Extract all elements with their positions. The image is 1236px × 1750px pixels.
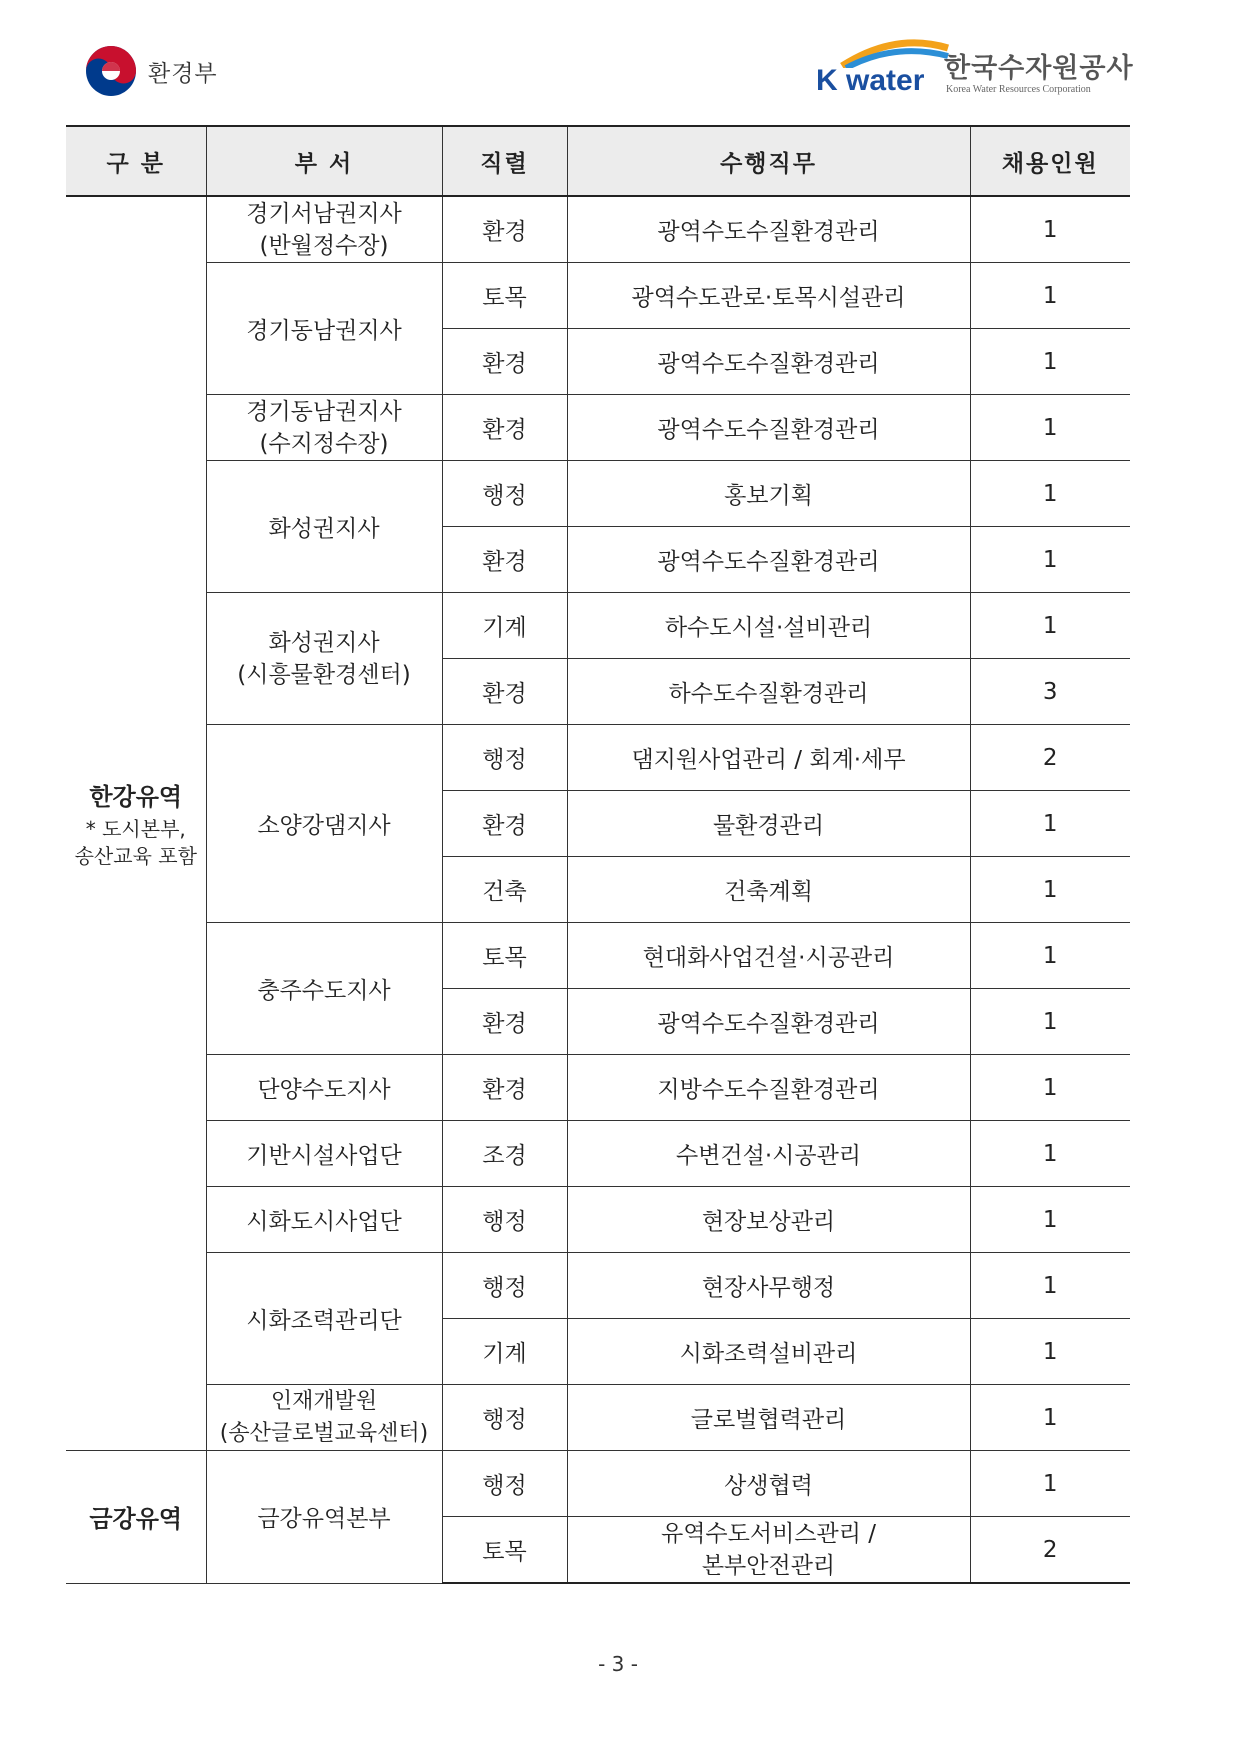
ministry-logo-block xyxy=(84,44,218,98)
table-header-row xyxy=(66,126,1130,196)
duty-cell: 건축계획 xyxy=(567,857,970,923)
duty-cell: 물환경관리 xyxy=(567,791,970,857)
table-row xyxy=(66,725,1130,791)
dept-cell: 화성권지사 xyxy=(206,461,442,593)
table-row xyxy=(66,263,1130,329)
duty-cell: 현대화사업건설·시공관리 xyxy=(567,923,970,989)
dept-cell: 화성권지사 (시흥물환경센터) xyxy=(206,593,442,725)
dept-cell: 기반시설사업단 xyxy=(206,1121,442,1187)
series-cell: 기계 xyxy=(442,1319,567,1385)
series-cell: 환경 xyxy=(442,527,567,593)
series-cell: 토목 xyxy=(442,923,567,989)
kwater-logo-block xyxy=(816,38,1136,100)
dept-cell: 충주수도지사 xyxy=(206,923,442,1055)
count-cell: 1 xyxy=(970,923,1130,989)
duty-cell: 광역수도수질환경관리 xyxy=(567,196,970,263)
dept-cell: 시화조력관리단 xyxy=(206,1253,442,1385)
series-cell: 행정 xyxy=(442,1451,567,1517)
count-cell: 1 xyxy=(970,527,1130,593)
count-cell: 3 xyxy=(970,659,1130,725)
series-cell: 기계 xyxy=(442,593,567,659)
series-cell: 행정 xyxy=(442,1253,567,1319)
table-row xyxy=(66,196,1130,263)
count-cell: 1 xyxy=(970,857,1130,923)
series-cell: 행정 xyxy=(442,1385,567,1451)
kwater-brand: K water xyxy=(816,64,925,97)
count-cell: 1 xyxy=(970,1451,1130,1517)
duty-cell: 광역수도수질환경관리 xyxy=(567,329,970,395)
dept-cell: 인재개발원 (송산글로벌교육센터) xyxy=(206,1385,442,1451)
count-cell: 2 xyxy=(970,725,1130,791)
duty-cell: 글로벌협력관리 xyxy=(567,1385,970,1451)
duty-cell: 광역수도수질환경관리 xyxy=(567,527,970,593)
series-cell: 환경 xyxy=(442,659,567,725)
series-cell: 토목 xyxy=(442,1517,567,1584)
series-cell: 환경 xyxy=(442,989,567,1055)
table-row xyxy=(66,1253,1130,1319)
table-row xyxy=(66,923,1130,989)
page-header xyxy=(0,0,1236,110)
series-cell: 건축 xyxy=(442,857,567,923)
header-category: 구 분 xyxy=(66,126,206,196)
count-cell: 1 xyxy=(970,1319,1130,1385)
duty-cell: 유역수도서비스관리 / 본부안전관리 xyxy=(567,1517,970,1584)
duty-cell: 광역수도수질환경관리 xyxy=(567,395,970,461)
duty-cell: 상생협력 xyxy=(567,1451,970,1517)
duty-cell: 시화조력설비관리 xyxy=(567,1319,970,1385)
ministry-name: 환경부 xyxy=(148,60,218,87)
series-cell: 행정 xyxy=(442,725,567,791)
series-cell: 행정 xyxy=(442,1187,567,1253)
dept-cell: 금강유역본부 xyxy=(206,1451,442,1584)
kwater-english-name: Korea Water Resources Corporation xyxy=(946,84,1091,95)
table-row xyxy=(66,461,1130,527)
duty-cell: 현장보상관리 xyxy=(567,1187,970,1253)
header-department: 부 서 xyxy=(206,126,442,196)
dept-cell: 시화도시사업단 xyxy=(206,1187,442,1253)
header-count: 채용인원 xyxy=(970,126,1130,196)
kwater-korean-name: 한국수자원공사 xyxy=(944,53,1134,84)
series-cell: 환경 xyxy=(442,395,567,461)
region-cell-geum xyxy=(66,1451,206,1584)
header-series: 직렬 xyxy=(442,126,567,196)
count-cell: 1 xyxy=(970,263,1130,329)
duty-cell: 홍보기획 xyxy=(567,461,970,527)
duty-cell: 광역수도관로·토목시설관리 xyxy=(567,263,970,329)
ministry-emblem-icon xyxy=(84,44,138,98)
page-number: - 3 - xyxy=(598,1652,638,1676)
table-row xyxy=(66,593,1130,659)
duty-cell: 댐지원사업관리 / 회계·세무 xyxy=(567,725,970,791)
series-cell: 토목 xyxy=(442,263,567,329)
series-cell: 행정 xyxy=(442,461,567,527)
dept-cell: 단양수도지사 xyxy=(206,1055,442,1121)
duty-cell: 현장사무행정 xyxy=(567,1253,970,1319)
count-cell: 1 xyxy=(970,1187,1130,1253)
count-cell: 1 xyxy=(970,395,1130,461)
series-cell: 환경 xyxy=(442,791,567,857)
count-cell: 1 xyxy=(970,1253,1130,1319)
table-row xyxy=(66,1187,1130,1253)
count-cell: 1 xyxy=(970,329,1130,395)
header-duty: 수행직무 xyxy=(567,126,970,196)
count-cell: 1 xyxy=(970,1121,1130,1187)
table-row xyxy=(66,1121,1130,1187)
region-cell-han xyxy=(66,196,206,1451)
table-row xyxy=(66,1055,1130,1121)
region-name: 한강유역 xyxy=(89,783,183,811)
dept-cell: 경기서남권지사 (반월정수장) xyxy=(206,196,442,263)
table-row xyxy=(66,1385,1130,1451)
count-cell: 1 xyxy=(970,461,1130,527)
recruitment-table xyxy=(66,125,1130,1584)
duty-cell: 하수도수질환경관리 xyxy=(567,659,970,725)
count-cell: 1 xyxy=(970,1385,1130,1451)
duty-cell: 지방수도수질환경관리 xyxy=(567,1055,970,1121)
duty-cell: 광역수도수질환경관리 xyxy=(567,989,970,1055)
table-row xyxy=(66,395,1130,461)
series-cell: 조경 xyxy=(442,1121,567,1187)
series-cell: 환경 xyxy=(442,196,567,263)
table-row xyxy=(66,1451,1130,1517)
region-name: 금강유역 xyxy=(89,1505,183,1534)
count-cell: 1 xyxy=(970,989,1130,1055)
dept-cell: 경기동남권지사 xyxy=(206,263,442,395)
count-cell: 1 xyxy=(970,791,1130,857)
region-note: * 도시본부, 송산교육 포함 xyxy=(74,817,197,868)
dept-cell: 소양강댐지사 xyxy=(206,725,442,923)
count-cell: 1 xyxy=(970,196,1130,263)
count-cell: 1 xyxy=(970,1055,1130,1121)
series-cell: 환경 xyxy=(442,329,567,395)
count-cell: 1 xyxy=(970,593,1130,659)
series-cell: 환경 xyxy=(442,1055,567,1121)
dept-cell: 경기동남권지사 (수지정수장) xyxy=(206,395,442,461)
duty-cell: 수변건설·시공관리 xyxy=(567,1121,970,1187)
duty-cell: 하수도시설·설비관리 xyxy=(567,593,970,659)
count-cell: 2 xyxy=(970,1517,1130,1584)
